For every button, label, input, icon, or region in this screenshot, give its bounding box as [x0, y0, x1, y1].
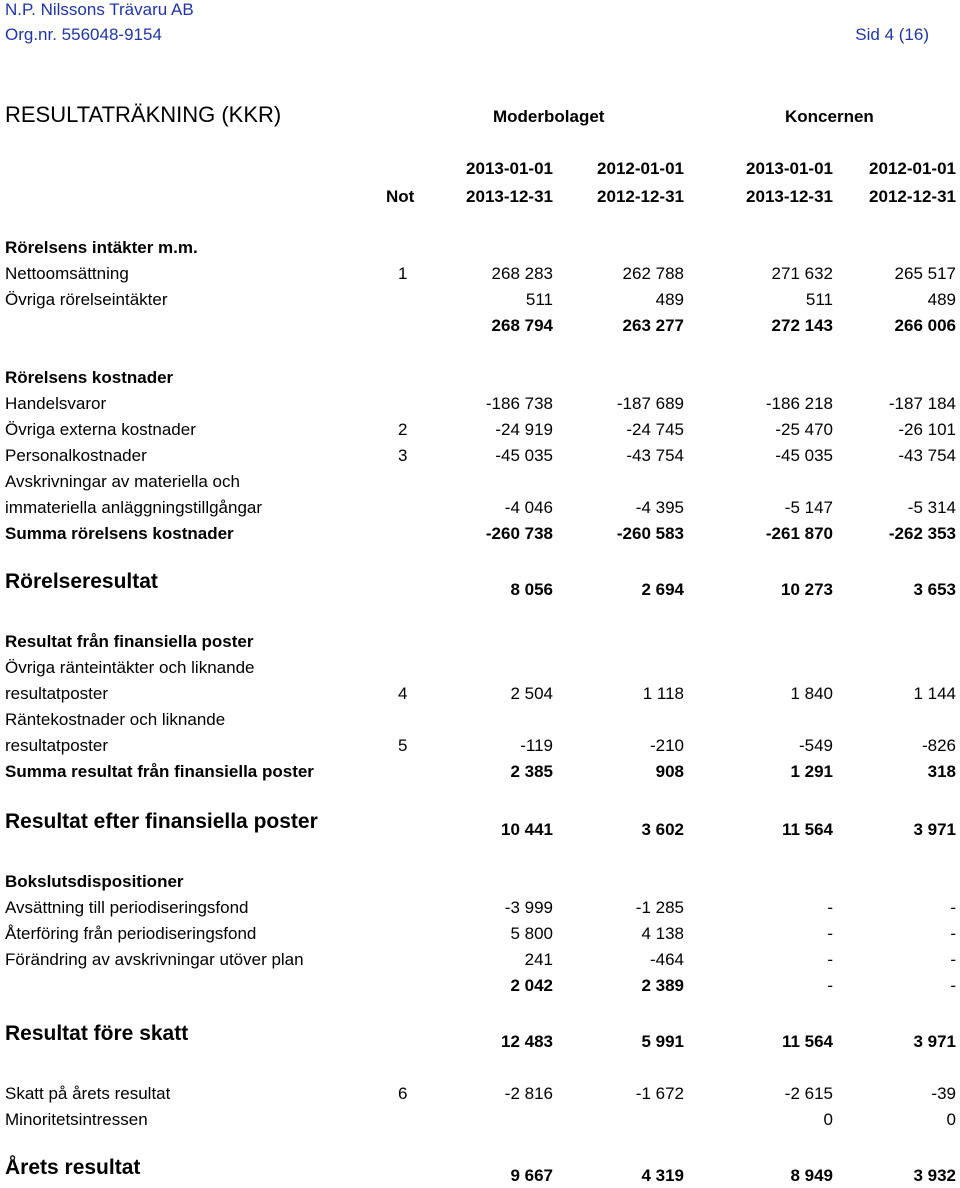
row-value-col2: -210 — [649, 736, 684, 755]
row-label: Övriga externa kostnader — [5, 420, 196, 439]
table-row — [0, 392, 960, 416]
table-row — [0, 418, 960, 442]
row-value-col4: 3 971 — [913, 1032, 956, 1051]
table-row — [0, 314, 960, 338]
row-value-col4: -187 184 — [888, 394, 956, 413]
table-row — [0, 682, 960, 706]
table-row — [0, 760, 960, 784]
table-row — [0, 1022, 960, 1054]
row-value-col1: 511 — [525, 290, 553, 309]
period-from-4: 2012-01-01 — [869, 159, 956, 178]
row-label: Rörelseresultat — [5, 570, 158, 593]
row-value-col1: -45 035 — [495, 446, 553, 465]
period-from-1: 2013-01-01 — [466, 159, 553, 178]
row-note: 2 — [398, 420, 408, 439]
row-value-col2: 262 788 — [622, 264, 684, 283]
row-value-col1: -186 738 — [485, 394, 553, 413]
row-note: 4 — [398, 684, 408, 703]
row-value-col4: 0 — [946, 1110, 956, 1129]
row-value-col1: 12 483 — [501, 1032, 553, 1051]
row-value-col1: -3 999 — [504, 898, 553, 917]
row-value-col4: 3 653 — [913, 580, 956, 599]
row-label: Nettoomsättning — [5, 264, 129, 283]
row-value-col2: 2 389 — [641, 976, 684, 995]
row-value-col4: 266 006 — [894, 316, 956, 335]
row-label: Övriga rörelseintäkter — [5, 290, 168, 309]
table-row — [0, 470, 960, 494]
row-value-col2: -260 583 — [616, 524, 684, 543]
row-label: Resultat efter finansiella poster — [5, 810, 318, 833]
row-value-col2: 489 — [655, 290, 684, 309]
row-value-col3: -5 147 — [784, 498, 833, 517]
row-value-col3: 1 291 — [790, 762, 833, 781]
row-value-col4: -26 101 — [898, 420, 956, 439]
row-value-col2: 4 138 — [641, 924, 684, 943]
row-value-col3: 11 564 — [781, 1032, 833, 1051]
row-value-col1: -260 738 — [485, 524, 553, 543]
table-row — [0, 570, 960, 602]
row-value-col2: 263 277 — [622, 316, 684, 335]
row-label: Summa resultat från finansiella poster — [5, 762, 314, 781]
row-value-col1: 241 — [524, 950, 553, 969]
row-label: Räntekostnader och liknande — [5, 710, 226, 729]
table-row — [0, 922, 960, 946]
row-label: resultatposter — [5, 736, 108, 755]
row-value-col3: -261 870 — [765, 524, 833, 543]
table-row — [0, 366, 960, 390]
row-label: Handelsvaror — [5, 394, 107, 413]
row-value-col3: -186 218 — [765, 394, 833, 413]
row-value-col3: 10 273 — [781, 580, 833, 599]
row-value-col3: -2 615 — [784, 1084, 833, 1103]
row-label: Rörelsens intäkter m.m. — [5, 238, 198, 257]
row-note: 1 — [398, 264, 408, 283]
row-label: Avsättning till periodiseringsfond — [5, 898, 249, 917]
row-label: Förändring av avskrivningar utöver plan — [5, 950, 304, 969]
period-to-3: 2013-12-31 — [746, 187, 833, 206]
table-row — [0, 810, 960, 842]
row-label: Årets resultat — [5, 1156, 141, 1179]
row-label: Minoritetsintressen — [5, 1110, 148, 1129]
row-value-col1: -24 919 — [495, 420, 553, 439]
row-value-col3: 8 949 — [790, 1166, 833, 1185]
period-from-2: 2012-01-01 — [597, 159, 684, 178]
row-value-col4: -262 353 — [888, 524, 956, 543]
row-value-col4: - — [950, 950, 956, 969]
table-row — [0, 948, 960, 972]
page-title: RESULTATRÄKNING (KKR) — [5, 102, 282, 127]
table-row — [0, 870, 960, 894]
row-value-col2: -1 285 — [635, 898, 684, 917]
table-row — [0, 1156, 960, 1188]
row-value-col4: -43 754 — [898, 446, 956, 465]
row-value-col3: 11 564 — [781, 820, 833, 839]
row-value-col4: -826 — [921, 736, 956, 755]
row-value-col2: -43 754 — [626, 446, 684, 465]
period-to-1: 2013-12-31 — [466, 187, 553, 206]
row-value-col2: 4 319 — [641, 1166, 684, 1185]
row-value-col1: 8 056 — [510, 580, 553, 599]
row-value-col2: 2 694 — [641, 580, 684, 599]
row-value-col2: -464 — [649, 950, 684, 969]
row-value-col2: -24 745 — [626, 420, 684, 439]
note-column-header: Not — [386, 187, 415, 206]
row-label: immateriella anläggningstillgångar — [5, 498, 263, 517]
period-from-3: 2013-01-01 — [746, 159, 833, 178]
table-row — [0, 1108, 960, 1132]
row-label: Personalkostnader — [5, 446, 147, 465]
row-value-col1: 5 800 — [510, 924, 553, 943]
row-value-col1: 2 042 — [510, 976, 553, 995]
table-row — [0, 522, 960, 546]
table-row — [0, 734, 960, 758]
row-label: Skatt på årets resultat — [5, 1084, 171, 1103]
table-row — [0, 974, 960, 998]
row-value-col1: 10 441 — [501, 820, 553, 839]
row-value-col4: 318 — [927, 762, 956, 781]
page-number: Sid 4 (16) — [855, 25, 929, 44]
table-row — [0, 630, 960, 654]
row-value-col2: 1 118 — [642, 684, 684, 703]
row-label: Resultat från finansiella poster — [5, 632, 254, 651]
row-value-col2: 5 991 — [641, 1032, 684, 1051]
row-value-col4: - — [950, 976, 956, 995]
row-note: 5 — [398, 736, 408, 755]
row-value-col3: 272 143 — [771, 316, 833, 335]
period-to-2: 2012-12-31 — [597, 187, 684, 206]
row-value-col3: 1 840 — [790, 684, 833, 703]
row-value-col1: -4 046 — [504, 498, 553, 517]
row-note: 3 — [398, 446, 408, 465]
table-row — [0, 236, 960, 260]
org-number: Org.nr. 556048-9154 — [5, 25, 162, 44]
row-label: resultatposter — [5, 684, 108, 703]
row-note: 6 — [398, 1084, 408, 1103]
row-value-col3: - — [827, 924, 833, 943]
row-value-col4: 3 971 — [913, 820, 956, 839]
table-row — [0, 896, 960, 920]
row-value-col2: -1 672 — [635, 1084, 684, 1103]
row-value-col4: -5 314 — [907, 498, 956, 517]
row-value-col1: 268 283 — [491, 264, 553, 283]
row-value-col3: 271 632 — [771, 264, 833, 283]
row-value-col3: - — [827, 950, 833, 969]
row-label: Övriga ränteintäkter och liknande — [5, 658, 255, 677]
row-label: Summa rörelsens kostnader — [5, 524, 234, 543]
company-name: N.P. Nilssons Trävaru AB — [5, 0, 194, 19]
row-value-col3: -45 035 — [775, 446, 833, 465]
row-value-col3: - — [827, 976, 833, 995]
row-label: Avskrivningar av materiella och — [5, 472, 240, 491]
row-value-col4: 3 932 — [913, 1166, 956, 1185]
row-value-col1: 9 667 — [510, 1166, 553, 1185]
row-label: Rörelsens kostnader — [5, 368, 174, 387]
row-value-col1: 2 504 — [510, 684, 553, 703]
row-value-col2: -4 395 — [635, 498, 684, 517]
row-value-col4: - — [950, 924, 956, 943]
table-row — [0, 496, 960, 520]
table-row — [0, 1082, 960, 1106]
row-value-col1: 2 385 — [510, 762, 553, 781]
row-value-col1: -2 816 — [504, 1084, 553, 1103]
row-value-col2: 3 602 — [641, 820, 684, 839]
row-value-col2: 908 — [655, 762, 684, 781]
row-value-col4: - — [950, 898, 956, 917]
row-label: Resultat före skatt — [5, 1022, 189, 1045]
row-value-col3: 0 — [823, 1110, 833, 1129]
row-value-col4: 489 — [927, 290, 956, 309]
row-label: Återföring från periodiseringsfond — [5, 924, 257, 943]
group-header-koncernen: Koncernen — [785, 107, 874, 126]
row-value-col4: 265 517 — [894, 264, 956, 283]
table-row — [0, 708, 960, 732]
row-value-col3: 511 — [805, 290, 833, 309]
row-value-col4: -39 — [931, 1084, 956, 1103]
table-row — [0, 444, 960, 468]
table-row — [0, 288, 960, 312]
row-label: Bokslutsdispositioner — [5, 872, 184, 891]
row-value-col1: -119 — [520, 736, 553, 755]
group-header-moderbolaget: Moderbolaget — [493, 107, 605, 126]
row-value-col4: 1 144 — [913, 684, 956, 703]
row-value-col3: -25 470 — [775, 420, 833, 439]
period-to-4: 2012-12-31 — [869, 187, 956, 206]
row-value-col3: - — [827, 898, 833, 917]
row-value-col3: -549 — [798, 736, 833, 755]
table-row — [0, 656, 960, 680]
row-value-col2: -187 689 — [616, 394, 684, 413]
row-value-col1: 268 794 — [491, 316, 553, 335]
table-row — [0, 262, 960, 286]
